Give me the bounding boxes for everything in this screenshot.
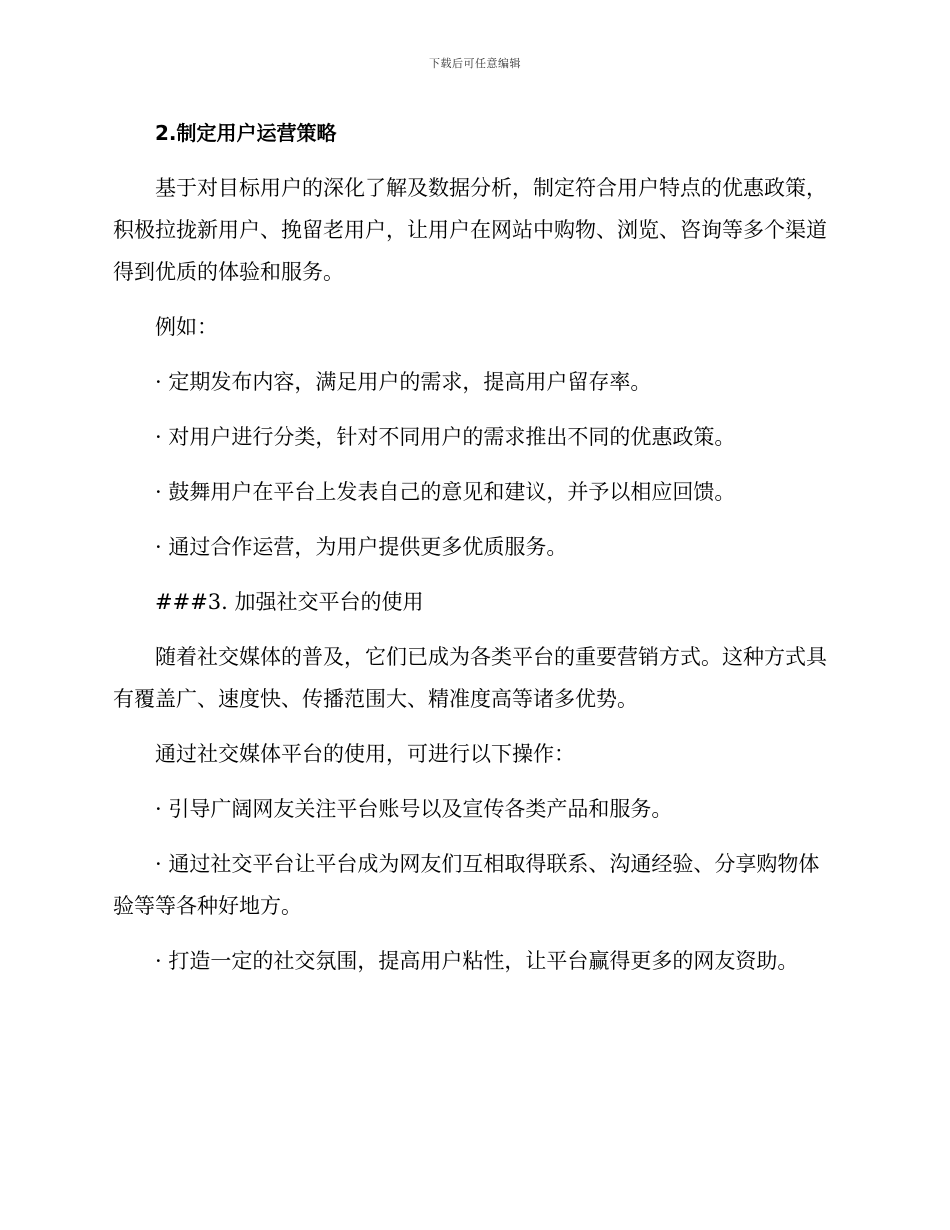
paragraph: 随着社交媒体的普及，它们已成为各类平台的重要营销方式。这种方式具有覆盖广、速度快、传播范围大、精准度高等诸多优势。 [113,645,827,711]
paragraph: 例如： [155,315,218,339]
list-item: · 引导广阔网友关注平台账号以及宣传各类产品和服务。 [155,797,673,821]
list-item: · 通过社交平台让平台成为网友们互相取得联系、沟通经验、分享购物体验等等各种好地方。 [113,852,820,918]
document-body [113,112,833,995]
page-header: 下载后可任意编辑 [429,57,521,70]
list-item: · 对用户进行分类，针对不同用户的需求推出不同的优惠政策。 [155,425,736,449]
paragraph: 基于对目标用户的深化了解及数据分析，制定符合用户特点的优惠政策，积极拉拢新用户、挽留老用户，让用户在网站中购物、浏览、咨询等多个渠道得到优质的体验和服务。 [113,176,827,284]
list-item: · 鼓舞用户在平台上发表自己的意见和建议，并予以相应回馈。 [155,480,736,504]
list-item: · 定期发布内容，满足用户的需求，提高用户留存率。 [155,370,652,394]
section-heading: 2.制定用户运营策略 [155,121,337,145]
list-item: · 通过合作运营，为用户提供更多优质服务。 [155,535,568,559]
subsection-heading: ###3. 加强社交平台的使用 [155,590,424,614]
paragraph: 通过社交媒体平台的使用，可进行以下操作： [155,742,575,766]
list-item: · 打造一定的社交氛围，提高用户粘性，让平台赢得更多的网友资助。 [155,949,799,973]
